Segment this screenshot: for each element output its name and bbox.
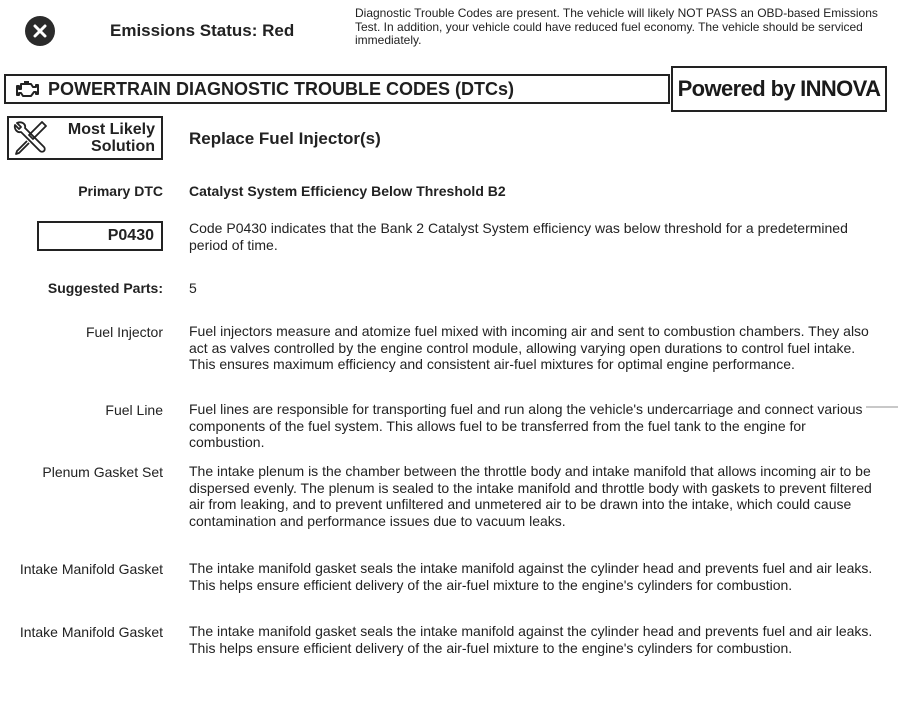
tools-icon [11,119,49,157]
emissions-status-description: Diagnostic Trouble Codes are present. The vehicle will likely NOT PASS an OBD-based Emissions Test. In addition, your vehicle could have reduced fuel economy. The vehicle should be serviced immediately. [355,6,878,47]
part-name: Plenum Gasket Set [42,464,163,480]
part-description: Fuel lines are responsible for transporting fuel and run along the vehicle's undercarriage and connect various components of the fuel system. This allows fuel to be transferred from the fuel tank to the engine for combustion. [189,401,863,450]
primary-dtc-label: Primary DTC [78,183,163,199]
dtc-section-title: POWERTRAIN DIAGNOSTIC TROUBLE CODES (DTCs) [48,78,514,99]
suggested-parts-count: 5 [189,280,197,296]
part-name: Fuel Line [105,402,163,418]
suggested-parts-label: Suggested Parts: [47,280,163,296]
part-description: The intake manifold gasket seals the intake manifold against the cylinder head and prevents fuel and air leaks. This helps ensure efficient delivery of the air-fuel mixture to the engine's cylinders for combustion. [189,560,873,593]
close-circle-icon [25,16,55,46]
brand-name: INNOVA [800,76,881,101]
part-description: The intake manifold gasket seals the intake manifold against the cylinder head and prevents fuel and air leaks. This helps ensure efficient delivery of the air-fuel mixture to the engine's cylinders for combustion. [189,623,873,656]
part-name: Intake Manifold Gasket [19,561,163,577]
solution-text: Replace Fuel Injector(s) [189,129,381,148]
part-name: Intake Manifold Gasket [19,624,163,640]
emissions-status-title: Emissions Status: Red [110,21,295,40]
solution-label-box [7,116,163,160]
dtc-code-box: P0430 [37,221,163,251]
part-name: Fuel Injector [85,324,163,340]
powered-by-text: Powered by [677,76,796,101]
powered-by-logo [671,66,887,112]
dtc-section-banner [4,74,670,104]
solution-label: Most Likely Solution [67,121,155,155]
part-description: Fuel injectors measure and atomize fuel mixed with incoming air and sent to combustion chambers. They also act as valves controlled by the engine control module, allowing varying open durations to control fuel intake. This ensures maximum efficiency and consistent air-fuel mixtures for optimal engine performance. [189,323,869,372]
engine-icon [16,80,40,98]
dtc-code-description: Code P0430 indicates that the Bank 2 Catalyst System efficiency was below threshold for a predetermined period of time. [189,220,848,253]
scan-artifact [866,406,898,408]
primary-dtc-value: Catalyst System Efficiency Below Threshold B2 [189,183,506,199]
part-description: The intake plenum is the chamber between the throttle body and intake manifold that allows incoming air to be dispersed evenly. The plenum is sealed to the intake manifold and throttle body with gaskets to prevent filtered air from leaking, and to prevent unfiltered and unmetered air to be drawn into the intake, which could cause contamination and performance issues due to vacuum leaks. [189,463,872,529]
